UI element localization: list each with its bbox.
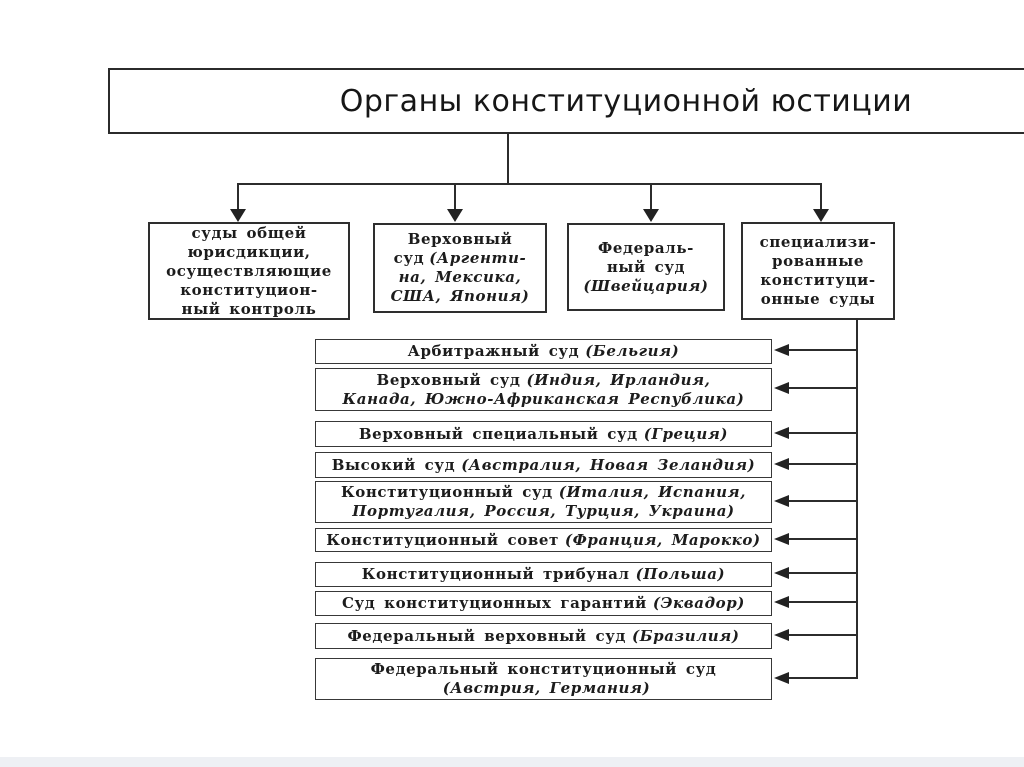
court-name: Федеральный конституционный суд (370, 660, 717, 678)
page-title: Органы конституционной юстиции (339, 83, 913, 119)
court-countries: (Бельгия) (585, 342, 680, 360)
row-connector-line (788, 572, 858, 574)
box-line: конституци- (760, 271, 876, 289)
box-supreme-court (373, 223, 547, 313)
court-countries: (Австрия, Германия) (442, 679, 651, 697)
row-connector-line (788, 432, 858, 434)
arrow-left-icon (774, 533, 789, 545)
court-countries: (Италия, Испания, Португалия, Россия, Турция, Украина) (352, 483, 747, 520)
arrow-left-icon (774, 344, 789, 356)
court-name: Суд конституционных гарантий (341, 594, 647, 612)
court-name: Федеральный верховный суд (347, 626, 627, 645)
court-name: Арбитражный суд (407, 342, 580, 360)
court-name: Верховный специальный суд (358, 424, 638, 443)
box-line: ный суд (606, 257, 686, 276)
arrow-down-icon (230, 209, 246, 222)
arrow-left-icon (774, 382, 789, 394)
box-line: на, Мексика, (398, 268, 522, 286)
arrow-down-icon (643, 209, 659, 222)
tree-branch-line (454, 183, 456, 211)
row-constitutional-council (315, 528, 772, 552)
court-countries: (Франция, Марокко) (564, 530, 761, 549)
page-bottom-band (0, 757, 1024, 767)
arrow-down-icon (813, 209, 829, 222)
box-line: США, Япония) (390, 287, 530, 305)
arrow-left-icon (774, 427, 789, 439)
row-connector-line (788, 538, 858, 540)
row-federal-constitutional-court (315, 658, 772, 700)
court-name: Высокий суд (331, 455, 456, 474)
box-line: Федераль- (598, 238, 694, 257)
box-line: юрисдикции, (187, 242, 311, 261)
court-countries: (Бразилия) (632, 626, 740, 645)
arrow-left-icon (774, 495, 789, 507)
title-box (108, 68, 1024, 134)
box-line: онные суды (760, 290, 876, 308)
spine-connector-vertical (856, 318, 858, 679)
tree-branch-line (650, 183, 652, 211)
row-supreme-special-court (315, 421, 772, 447)
box-line: (Швейцария) (583, 276, 709, 295)
row-connector-line (788, 634, 858, 636)
tree-connector-horizontal (237, 183, 822, 185)
arrow-left-icon (774, 596, 789, 608)
box-line: конституцион- (180, 280, 318, 299)
arrow-left-icon (774, 672, 789, 684)
box-courts-general-jurisdiction (148, 222, 350, 320)
tree-connector-vertical (507, 134, 509, 183)
row-connector-line (788, 677, 858, 679)
box-line: Верховный (407, 230, 513, 248)
arrow-left-icon (774, 458, 789, 470)
court-countries: (Эквадор) (652, 594, 745, 612)
box-line: суд (Аргенти- (393, 249, 527, 267)
arrow-down-icon (447, 209, 463, 222)
box-line: осуществляющие (166, 261, 332, 280)
row-arbitration-court (315, 339, 772, 364)
box-line: суды общей (191, 223, 307, 242)
box-line: рованные (772, 252, 864, 270)
box-federal-court (567, 223, 725, 311)
court-name: Конституционный совет (326, 530, 559, 549)
box-line: специализи- (759, 233, 877, 251)
court-countries: (Польша) (635, 565, 726, 583)
court-countries: (Индия, Ирландия, Канада, Южно-Африканская Республика) (342, 370, 745, 408)
box-line: ный контроль (181, 299, 317, 318)
arrow-left-icon (774, 629, 789, 641)
tree-branch-line (820, 183, 822, 211)
row-constitutional-tribunal (315, 562, 772, 587)
court-countries: (Греция) (643, 424, 729, 443)
row-connector-line (788, 463, 858, 465)
row-constitutional-court (315, 481, 772, 523)
row-federal-supreme-court (315, 623, 772, 649)
row-connector-line (788, 601, 858, 603)
row-high-court (315, 452, 772, 478)
court-countries: (Австралия, Новая Зеландия) (461, 455, 756, 474)
row-connector-line (788, 349, 858, 351)
court-name: Конституционный суд (340, 483, 553, 501)
row-supreme-court (315, 368, 772, 411)
row-connector-line (788, 387, 858, 389)
box-specialized-constitutional-courts (741, 222, 895, 320)
court-name: Верховный суд (376, 370, 521, 389)
row-court-constitutional-guarantees (315, 591, 772, 616)
tree-branch-line (237, 183, 239, 211)
row-connector-line (788, 500, 858, 502)
arrow-left-icon (774, 567, 789, 579)
court-name: Конституционный трибунал (361, 565, 630, 583)
